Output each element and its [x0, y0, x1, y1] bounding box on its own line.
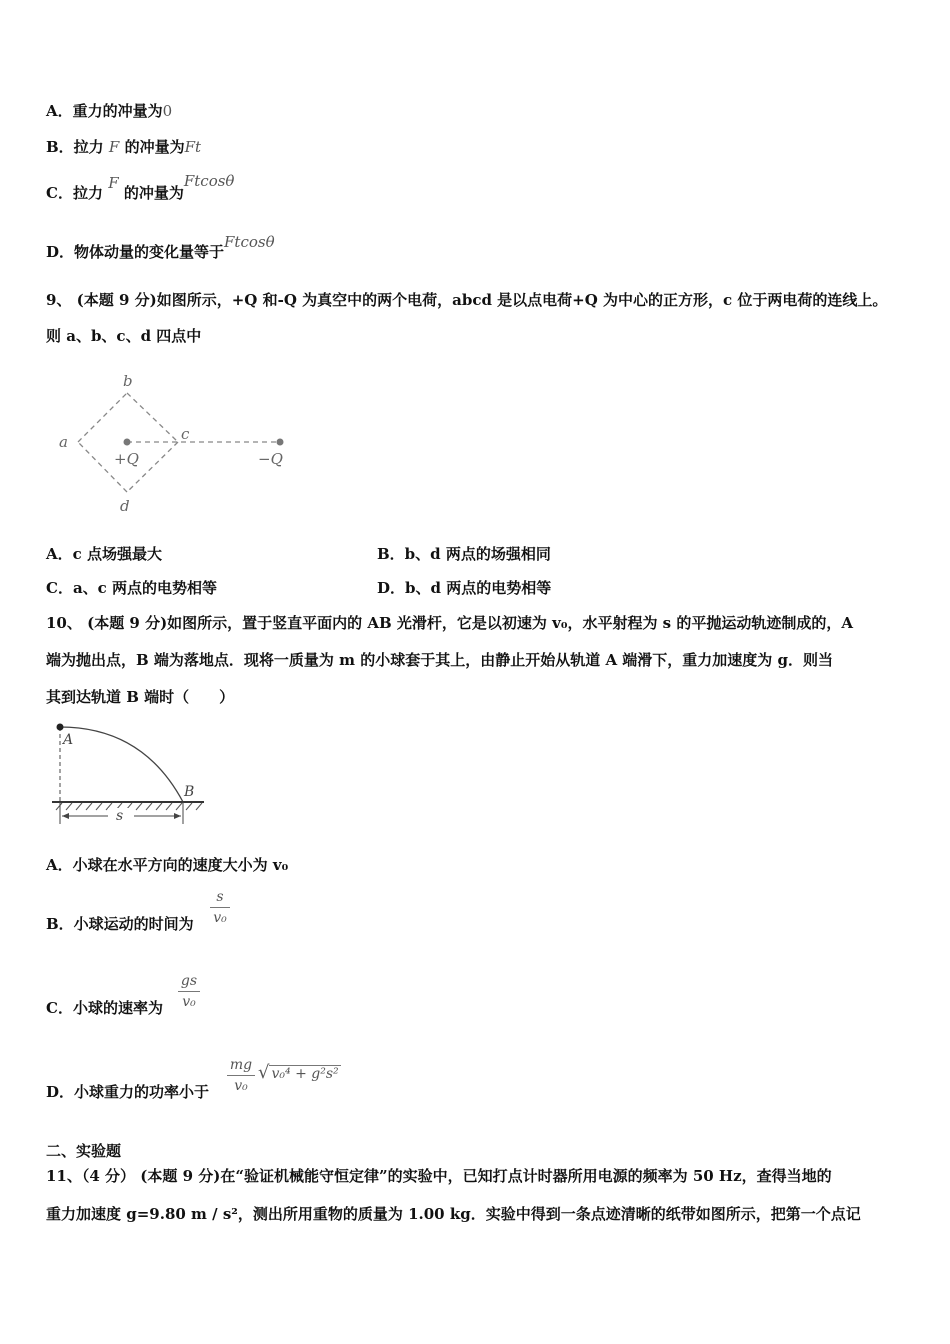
q9-negative-charge-dot [277, 439, 284, 446]
q10-track-curve [60, 727, 183, 802]
q10-option-c-fraction: gs v₀ [178, 973, 200, 1010]
q10-stem-line2: 端为抛出点，B 端为落地点．现将一质量为 m 的小球套于其上，由静止开始从轨道 A 端滑下，重力加速度为 g．则当 [46, 651, 834, 669]
q10-ball [57, 724, 64, 731]
q10-option-d-sqrt: √ v₀⁴ + g²s² [258, 1062, 339, 1083]
q9-option-a: A．c 点场强最大 [46, 545, 162, 563]
q9-side-ab [78, 393, 127, 442]
q9-stem-line2: 则 a、b、c、d 四点中 [46, 327, 202, 345]
q9-label-c: c [181, 425, 190, 443]
q10-option-d-label: D．小球重力的功率小于 [46, 1083, 210, 1101]
q8-option-b: B．拉力 F 的冲量为Ft [46, 138, 202, 156]
q9-label-b: b [123, 372, 133, 390]
q10-option-b-label: B．小球运动的时间为 [46, 915, 194, 933]
q9-option-d: D．b、d 两点的电势相等 [377, 579, 552, 597]
q9-label-d: d [120, 497, 130, 515]
q10-option-d-fraction: mg v₀ [227, 1057, 255, 1094]
q10-option-c-label: C．小球的速率为 [46, 999, 163, 1017]
q10-option-b-fraction: s v₀ [210, 889, 230, 926]
q9-stem-line1: 9、 (本题 9 分)如图所示，+Q 和-Q 为真空中的两个电荷，abcd 是以点电荷+Q 为中心的正方形，c 位于两电荷的连线上。 [46, 291, 888, 309]
q8-option-c: C．拉力 F 的冲量为Ftcosθ [46, 172, 235, 202]
section2-title: 二、实验题 [46, 1142, 122, 1160]
q10-figure-projectile-track [48, 718, 210, 828]
q10-stem-line1: 10、 (本题 9 分)如图所示，置于竖直平面内的 AB 光滑杆，它是以初速为 v₀，水平射程为 s 的平抛运动轨迹制成的，A [46, 614, 853, 632]
q11-line2: 重力加速度 g=9.80 m / s²，测出所用重物的质量为 1.00 kg．实验中得到一条点迹清晰的纸带如图所示，把第一个点记 [46, 1205, 861, 1223]
q10-label-a: A [63, 732, 74, 748]
q9-option-c: C．a、c 两点的电势相等 [46, 579, 218, 597]
q11-line1: 11、（4 分） (本题 9 分)在“验证机械能守恒定律”的实验中，已知打点计时器所用电源的频率为 50 Hz，查得当地的 [46, 1167, 832, 1185]
q10-label-b: B [184, 784, 195, 800]
q10-label-s: s [116, 808, 124, 824]
q10-option-a: A．小球在水平方向的速度大小为 v₀ [46, 856, 289, 874]
q9-label-a: a [59, 433, 68, 451]
q9-positive-charge-dot [124, 439, 131, 446]
q9-figure-square-charges [50, 368, 310, 518]
q8-option-a: A．重力的冲量为0 [46, 102, 173, 120]
q9-label-neg-q: −Q [258, 450, 283, 468]
q10-stem-line3: 其到达轨道 B 端时（ ） [46, 688, 235, 706]
q8-option-d: D．物体动量的变化量等于Ftcosθ [46, 233, 275, 261]
q9-option-b: B．b、d 两点的场强相同 [377, 545, 551, 563]
q9-label-pos-q: +Q [114, 450, 139, 468]
q9-side-bc [127, 393, 178, 442]
